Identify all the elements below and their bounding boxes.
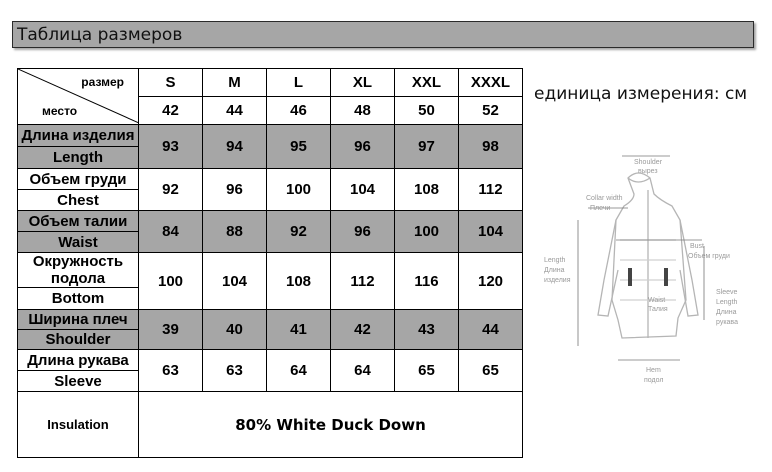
place-cell: 42: [139, 97, 203, 125]
corner-place-label: место: [42, 104, 78, 118]
measure-value: 97: [395, 125, 459, 169]
insulation-label: Insulation: [18, 392, 139, 458]
measure-value: 120: [459, 253, 523, 310]
measure-label-en: Shoulder: [18, 330, 139, 350]
measure-label-en: Length: [18, 147, 139, 169]
measure-value: 96: [331, 125, 395, 169]
measure-row: [18, 350, 523, 371]
measure-value: 96: [331, 211, 395, 253]
measure-label-ru: Длина рукава: [18, 350, 139, 371]
measure-label-en: Chest: [18, 190, 139, 211]
shoulder-en-label: Shoulder: [634, 159, 663, 166]
collar-en-label: Collar width: [586, 195, 623, 202]
measure-value: 104: [459, 211, 523, 253]
measure-label-en: Waist: [18, 232, 139, 253]
measure-value: 104: [203, 253, 267, 310]
measure-value: 112: [459, 169, 523, 211]
measure-value: 108: [395, 169, 459, 211]
size-cell: M: [203, 69, 267, 97]
size-cell: XXXL: [459, 69, 523, 97]
measure-value: 43: [395, 310, 459, 350]
waist-ru-label: Талия: [648, 306, 668, 313]
insulation-value: 80% White Duck Down: [139, 392, 523, 458]
jacket-body-outline: [612, 173, 686, 338]
sleeve-en-label-2: Length: [716, 299, 738, 306]
measure-row: [18, 169, 523, 190]
bust-en-label: Bust: [690, 243, 705, 250]
measure-value: 65: [459, 350, 523, 392]
right-sleeve-outline: [680, 220, 698, 316]
shoulder-ru-label: вырез: [638, 168, 658, 175]
corner-cell: [18, 69, 139, 125]
measure-value: 64: [267, 350, 331, 392]
measure-value: 96: [203, 169, 267, 211]
measure-rows: [18, 125, 523, 392]
length-en-label: Length: [544, 257, 566, 264]
title-bar: [12, 21, 754, 48]
measure-value: 92: [139, 169, 203, 211]
right-pocket-icon: [664, 268, 668, 286]
measure-value: 100: [139, 253, 203, 310]
measure-value: 108: [267, 253, 331, 310]
measure-value: 42: [331, 310, 395, 350]
measure-value: 64: [331, 350, 395, 392]
measure-value: 100: [267, 169, 331, 211]
jacket-measurement-diagram: [530, 150, 760, 390]
measure-value: 94: [203, 125, 267, 169]
hem-en-label: Hem: [646, 367, 661, 374]
size-header-row: [18, 69, 523, 97]
measure-value: 95: [267, 125, 331, 169]
measure-row: [18, 211, 523, 232]
measure-label-en: Bottom: [18, 288, 139, 310]
measure-row: [18, 253, 523, 288]
measure-value: 39: [139, 310, 203, 350]
unit-note: единица измерения: см: [534, 84, 748, 104]
measure-label-ru: Ширина плеч: [18, 310, 139, 330]
hood-outline: [628, 178, 650, 182]
measure-value: 63: [139, 350, 203, 392]
size-cell: XL: [331, 69, 395, 97]
length-ru-label-1: Длина: [544, 267, 565, 274]
sleeve-ru-label-2: рукава: [716, 319, 738, 326]
place-cell: 44: [203, 97, 267, 125]
size-cell: S: [139, 69, 203, 97]
hem-ru-label: подол: [644, 377, 664, 384]
collar-ru-label: Плечи: [590, 205, 611, 212]
measure-value: 92: [267, 211, 331, 253]
measure-label-ru: Окружность подола: [18, 253, 139, 288]
place-cell: 46: [267, 97, 331, 125]
measure-value: 44: [459, 310, 523, 350]
measure-value: 65: [395, 350, 459, 392]
measure-label-ru: Объем талии: [18, 211, 139, 232]
page-title: Таблица размеров: [17, 25, 183, 45]
measure-value: 84: [139, 211, 203, 253]
place-cell: 50: [395, 97, 459, 125]
measure-value: 63: [203, 350, 267, 392]
measure-value: 104: [331, 169, 395, 211]
sleeve-en-label-1: Sleeve: [716, 289, 738, 296]
sleeve-ru-label-1: Длина: [716, 309, 737, 316]
measure-value: 100: [395, 211, 459, 253]
corner-size-label: размер: [81, 75, 124, 89]
measure-value: 112: [331, 253, 395, 310]
measure-value: 88: [203, 211, 267, 253]
place-cell: 48: [331, 97, 395, 125]
measure-row: [18, 125, 523, 147]
measure-label-ru: Длина изделия: [18, 125, 139, 147]
place-cell: 52: [459, 97, 523, 125]
measure-value: 93: [139, 125, 203, 169]
measure-value: 41: [267, 310, 331, 350]
length-ru-label-2: изделия: [544, 277, 571, 284]
measure-value: 40: [203, 310, 267, 350]
bust-ru-label: Объем груди: [688, 253, 730, 260]
measure-label-ru: Объем груди: [18, 169, 139, 190]
measure-value: 98: [459, 125, 523, 169]
size-cell: XXL: [395, 69, 459, 97]
left-pocket-icon: [628, 268, 632, 286]
insulation-row: [18, 392, 523, 458]
measure-value: 116: [395, 253, 459, 310]
measure-label-en: Sleeve: [18, 371, 139, 392]
measure-row: [18, 310, 523, 330]
size-table: [17, 68, 523, 458]
size-cell: L: [267, 69, 331, 97]
waist-en-label: Waist: [648, 297, 666, 304]
